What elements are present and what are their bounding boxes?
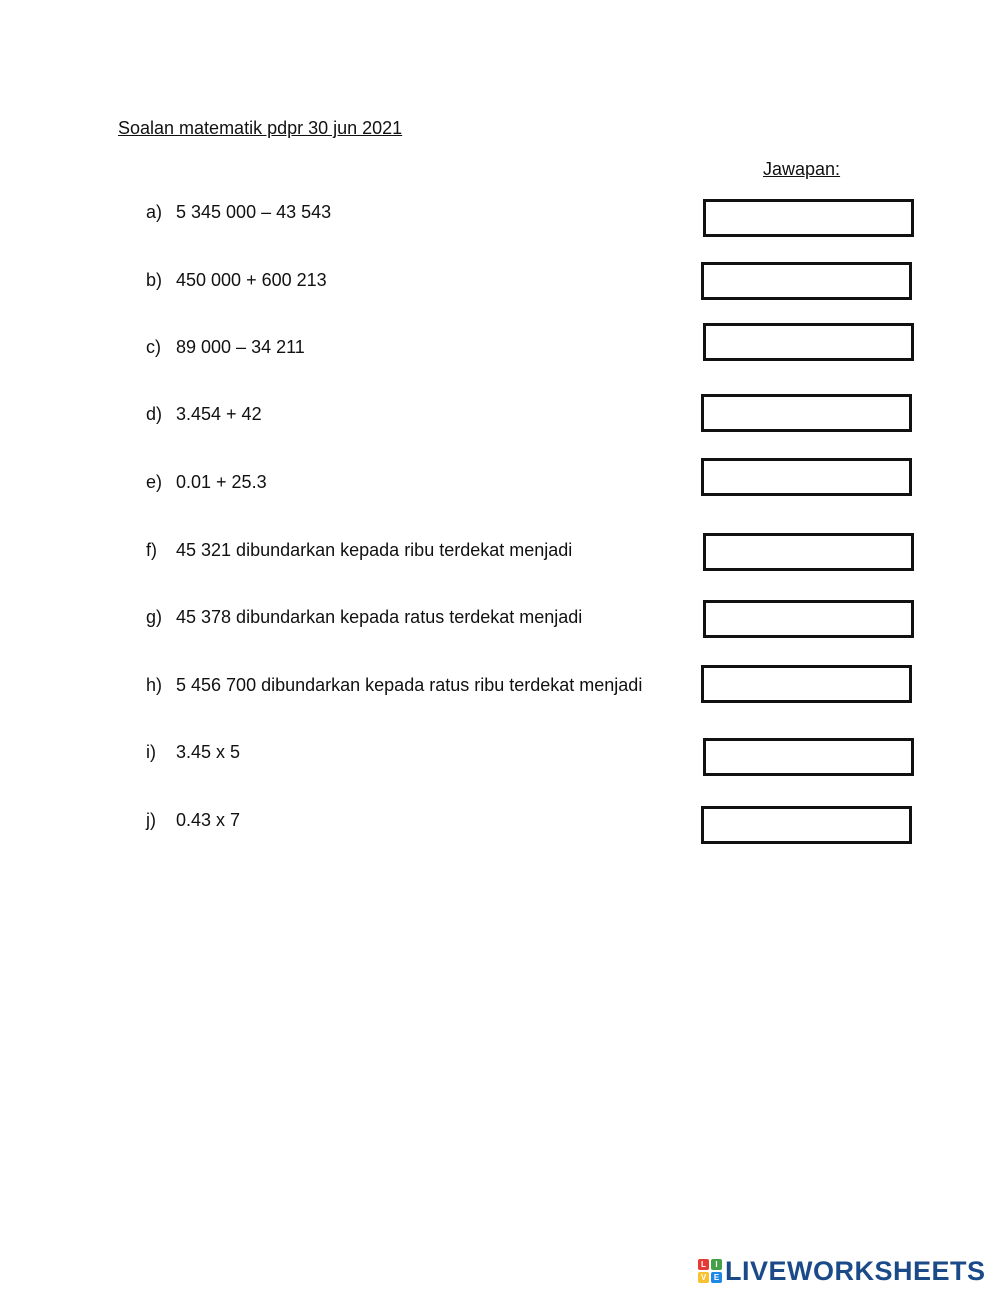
question-label-b: b) (146, 270, 163, 290)
logo-letter-l: L (698, 1259, 709, 1270)
answer-input-g[interactable] (703, 600, 914, 638)
worksheet-title: Soalan matematik pdpr 30 jun 2021 (118, 118, 403, 138)
logo-letter-e: E (711, 1272, 722, 1283)
answer-input-i[interactable] (703, 738, 914, 776)
logo-letter-v: V (698, 1272, 709, 1283)
question-text-e: 0.01 + 25.3 (176, 472, 267, 492)
answer-header: Jawapan: (763, 159, 841, 179)
answer-input-f[interactable] (703, 533, 914, 571)
answer-input-e[interactable] (701, 458, 912, 496)
question-text-f: 45 321 dibundarkan kepada ribu terdekat menjadi (176, 540, 573, 560)
answer-input-h[interactable] (701, 665, 912, 703)
question-label-f: f) (146, 540, 157, 560)
logo-mark-icon (698, 1259, 722, 1283)
liveworksheets-logo (698, 1255, 986, 1287)
question-label-g: g) (146, 607, 163, 627)
logo-letter-i: I (711, 1259, 722, 1270)
answer-input-j[interactable] (701, 806, 912, 844)
question-label-a: a) (146, 202, 163, 222)
question-label-h: h) (146, 675, 163, 695)
question-label-c: c) (146, 337, 161, 357)
question-text-a: 5 345 000 – 43 543 (176, 202, 332, 222)
question-text-g: 45 378 dibundarkan kepada ratus terdekat menjadi (176, 607, 583, 627)
answer-input-c[interactable] (703, 323, 914, 361)
question-text-b: 450 000 + 600 213 (176, 270, 327, 290)
answer-input-b[interactable] (701, 262, 912, 300)
question-text-j: 0.43 x 7 (176, 810, 241, 830)
question-label-j: j) (146, 810, 156, 830)
question-text-i: 3.45 x 5 (176, 742, 241, 762)
question-label-e: e) (146, 472, 163, 492)
question-text-h: 5 456 700 dibundarkan kepada ratus ribu terdekat menjadi (176, 675, 643, 695)
question-label-i: i) (146, 742, 156, 762)
answer-input-d[interactable] (701, 394, 912, 432)
logo-text: LIVEWORKSHEETS (725, 1255, 986, 1286)
question-text-d: 3.454 + 42 (176, 404, 262, 424)
answer-input-a[interactable] (703, 199, 914, 237)
question-label-d: d) (146, 404, 163, 424)
question-text-c: 89 000 – 34 211 (176, 337, 305, 357)
